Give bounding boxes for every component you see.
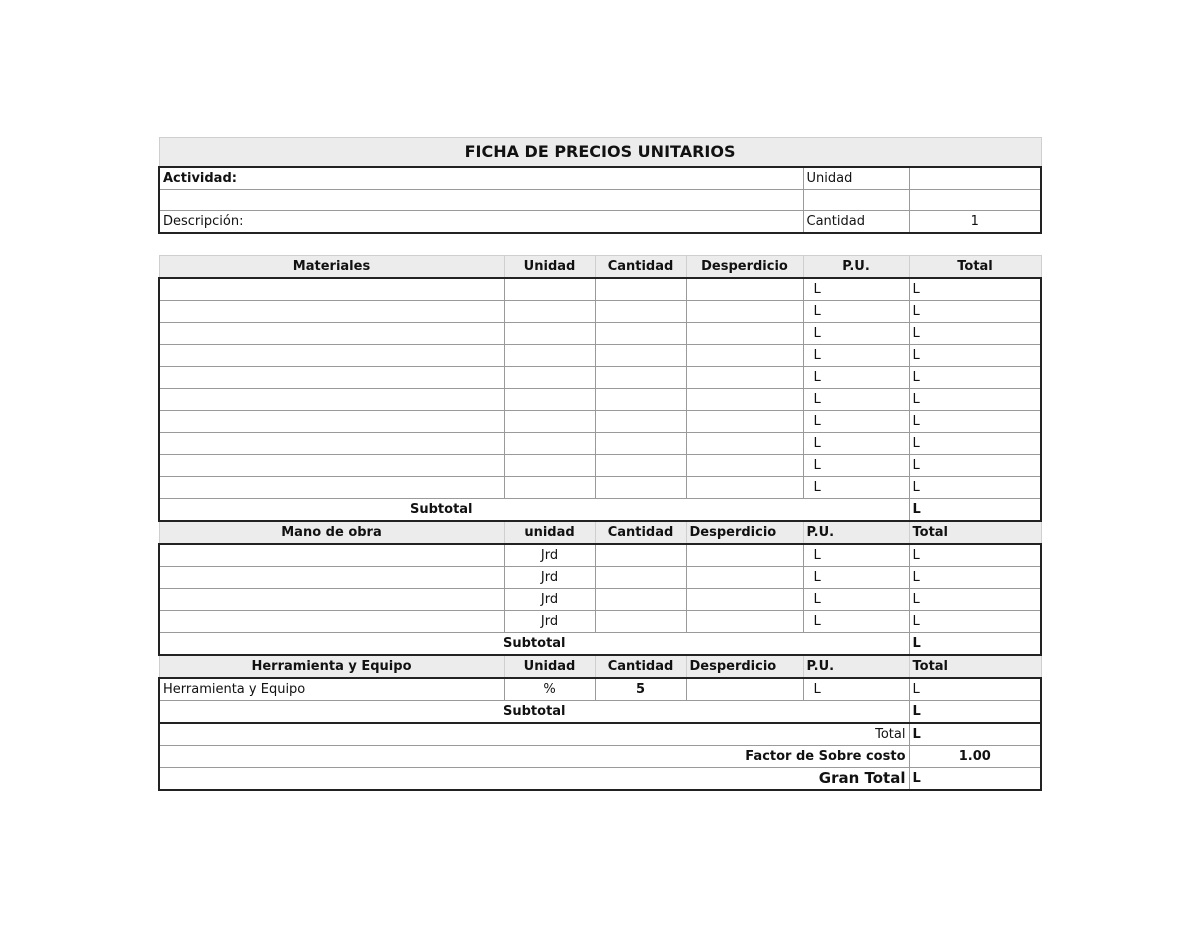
mano-obra-unidad[interactable]: Jrd (504, 610, 595, 632)
materiales-row (159, 476, 1041, 498)
herramienta-subtotal-label: Subtotal (159, 700, 909, 723)
material-total: L (909, 454, 1041, 476)
material-total: L (909, 476, 1041, 498)
material-unidad[interactable] (504, 366, 595, 388)
herramienta-subtotal-value: L (909, 700, 1041, 723)
material-desperdicio[interactable] (686, 344, 803, 366)
mano-obra-pu[interactable]: L (803, 588, 909, 610)
material-pu[interactable]: L (803, 410, 909, 432)
mano-obra-row (159, 544, 1041, 567)
col-unidad: Unidad (504, 655, 595, 678)
total-label: Total (159, 723, 909, 746)
material-pu[interactable]: L (803, 432, 909, 454)
factor-value[interactable]: 1.00 (909, 745, 1041, 767)
col-total: Total (909, 655, 1041, 678)
material-desc[interactable] (159, 432, 504, 454)
mano-obra-row (159, 610, 1041, 632)
col-cantidad: Cantidad (595, 655, 686, 678)
materiales-subtotal-label: Subtotal (159, 498, 909, 521)
material-unidad[interactable] (504, 432, 595, 454)
unidad-label: Unidad (803, 167, 909, 190)
mano-obra-desc[interactable] (159, 610, 504, 632)
actividad-value[interactable] (159, 190, 803, 211)
mano-obra-subtotal-label: Subtotal (159, 632, 909, 655)
mano-obra-total: L (909, 544, 1041, 567)
materiales-row (159, 300, 1041, 322)
material-desc[interactable] (159, 388, 504, 410)
herramienta-total: L (909, 678, 1041, 701)
mano-obra-desperdicio[interactable] (686, 588, 803, 610)
descripcion-label: Descripción: (159, 211, 803, 234)
material-desc[interactable] (159, 476, 504, 498)
spacer (159, 233, 1041, 255)
unit-price-table (158, 137, 1042, 791)
col-herramienta: Herramienta y Equipo (159, 655, 504, 678)
material-pu[interactable]: L (803, 454, 909, 476)
material-unidad[interactable] (504, 476, 595, 498)
material-cantidad[interactable] (595, 300, 686, 322)
unit-price-sheet (158, 137, 1040, 791)
mano-obra-total: L (909, 610, 1041, 632)
mano-obra-pu[interactable]: L (803, 610, 909, 632)
mano-obra-pu[interactable]: L (803, 566, 909, 588)
material-cantidad[interactable] (595, 410, 686, 432)
col-unidad: unidad (504, 521, 595, 544)
mano-obra-unidad[interactable]: Jrd (504, 544, 595, 567)
gran-total-value: L (909, 767, 1041, 790)
mano-obra-subtotal-value: L (909, 632, 1041, 655)
herramienta-unidad[interactable]: % (504, 678, 595, 701)
material-cantidad[interactable] (595, 344, 686, 366)
material-cantidad[interactable] (595, 476, 686, 498)
material-total: L (909, 432, 1041, 454)
material-desperdicio[interactable] (686, 432, 803, 454)
total-value: L (909, 723, 1041, 746)
material-pu[interactable]: L (803, 388, 909, 410)
mano-obra-cantidad[interactable] (595, 588, 686, 610)
material-desperdicio[interactable] (686, 322, 803, 344)
material-unidad[interactable] (504, 344, 595, 366)
material-unidad[interactable] (504, 454, 595, 476)
material-pu[interactable]: L (803, 476, 909, 498)
mano-obra-desperdicio[interactable] (686, 610, 803, 632)
material-unidad[interactable] (504, 322, 595, 344)
material-cantidad[interactable] (595, 366, 686, 388)
mano-obra-desperdicio[interactable] (686, 544, 803, 567)
material-pu[interactable]: L (803, 366, 909, 388)
material-desc[interactable] (159, 278, 504, 301)
mano-obra-desperdicio[interactable] (686, 566, 803, 588)
unidad-value[interactable] (909, 167, 1041, 190)
factor-label: Factor de Sobre costo (159, 745, 909, 767)
material-desperdicio[interactable] (686, 366, 803, 388)
material-cantidad[interactable] (595, 322, 686, 344)
gran-total-label: Gran Total (159, 767, 909, 790)
mano-obra-cantidad[interactable] (595, 610, 686, 632)
material-desperdicio[interactable] (686, 388, 803, 410)
material-desperdicio[interactable] (686, 454, 803, 476)
material-total: L (909, 410, 1041, 432)
mano-obra-rows (159, 544, 1041, 633)
material-total: L (909, 388, 1041, 410)
materiales-rows (159, 278, 1041, 499)
material-pu[interactable]: L (803, 300, 909, 322)
cantidad-value[interactable]: 1 (909, 211, 1041, 234)
materiales-row (159, 410, 1041, 432)
materiales-row (159, 388, 1041, 410)
mano-obra-cantidad[interactable] (595, 566, 686, 588)
materiales-row (159, 454, 1041, 476)
material-unidad[interactable] (504, 278, 595, 301)
materiales-row (159, 322, 1041, 344)
material-total: L (909, 322, 1041, 344)
col-total: Total (909, 255, 1041, 278)
col-cantidad: Cantidad (595, 521, 686, 544)
mano-obra-pu[interactable]: L (803, 544, 909, 567)
col-total: Total (909, 521, 1041, 544)
sheet-title: FICHA DE PRECIOS UNITARIOS (159, 138, 1041, 168)
cantidad-label: Cantidad (803, 211, 909, 234)
material-cantidad[interactable] (595, 388, 686, 410)
blank-cell (909, 190, 1041, 211)
mano-obra-total: L (909, 566, 1041, 588)
material-total: L (909, 366, 1041, 388)
herramienta-desperdicio[interactable] (686, 678, 803, 701)
material-desperdicio[interactable] (686, 410, 803, 432)
materiales-subtotal-value: L (909, 498, 1041, 521)
material-desc[interactable] (159, 300, 504, 322)
material-cantidad[interactable] (595, 432, 686, 454)
materiales-row (159, 344, 1041, 366)
herramienta-pu[interactable]: L (803, 678, 909, 701)
herramienta-cantidad[interactable]: 5 (595, 678, 686, 701)
material-desc[interactable] (159, 454, 504, 476)
col-pu: P.U. (803, 655, 909, 678)
material-pu[interactable]: L (803, 344, 909, 366)
col-materiales: Materiales (159, 255, 504, 278)
col-unidad: Unidad (504, 255, 595, 278)
material-pu[interactable]: L (803, 278, 909, 301)
materiales-row (159, 432, 1041, 454)
material-desperdicio[interactable] (686, 278, 803, 301)
mano-obra-desc[interactable] (159, 566, 504, 588)
col-mano-de-obra: Mano de obra (159, 521, 504, 544)
material-desc[interactable] (159, 322, 504, 344)
mano-obra-unidad[interactable]: Jrd (504, 588, 595, 610)
materiales-row (159, 366, 1041, 388)
material-unidad[interactable] (504, 410, 595, 432)
mano-obra-row (159, 588, 1041, 610)
col-desperdicio: Desperdicio (686, 521, 803, 544)
material-total: L (909, 278, 1041, 301)
material-desc[interactable] (159, 366, 504, 388)
col-cantidad: Cantidad (595, 255, 686, 278)
material-total: L (909, 300, 1041, 322)
material-desc[interactable] (159, 344, 504, 366)
mano-obra-total: L (909, 588, 1041, 610)
material-desperdicio[interactable] (686, 476, 803, 498)
mano-obra-row (159, 566, 1041, 588)
material-pu[interactable]: L (803, 322, 909, 344)
blank-cell (803, 190, 909, 211)
material-cantidad[interactable] (595, 278, 686, 301)
material-unidad[interactable] (504, 388, 595, 410)
material-unidad[interactable] (504, 300, 595, 322)
mano-obra-unidad[interactable]: Jrd (504, 566, 595, 588)
col-desperdicio: Desperdicio (686, 255, 803, 278)
materiales-row (159, 278, 1041, 301)
col-pu: P.U. (803, 255, 909, 278)
col-desperdicio: Desperdicio (686, 655, 803, 678)
material-desc[interactable] (159, 410, 504, 432)
mano-obra-cantidad[interactable] (595, 544, 686, 567)
col-pu: P.U. (803, 521, 909, 544)
material-desperdicio[interactable] (686, 300, 803, 322)
material-total: L (909, 344, 1041, 366)
actividad-label: Actividad: (159, 167, 803, 190)
herramienta-desc[interactable]: Herramienta y Equipo (159, 678, 504, 701)
mano-obra-desc[interactable] (159, 588, 504, 610)
mano-obra-desc[interactable] (159, 544, 504, 567)
material-cantidad[interactable] (595, 454, 686, 476)
